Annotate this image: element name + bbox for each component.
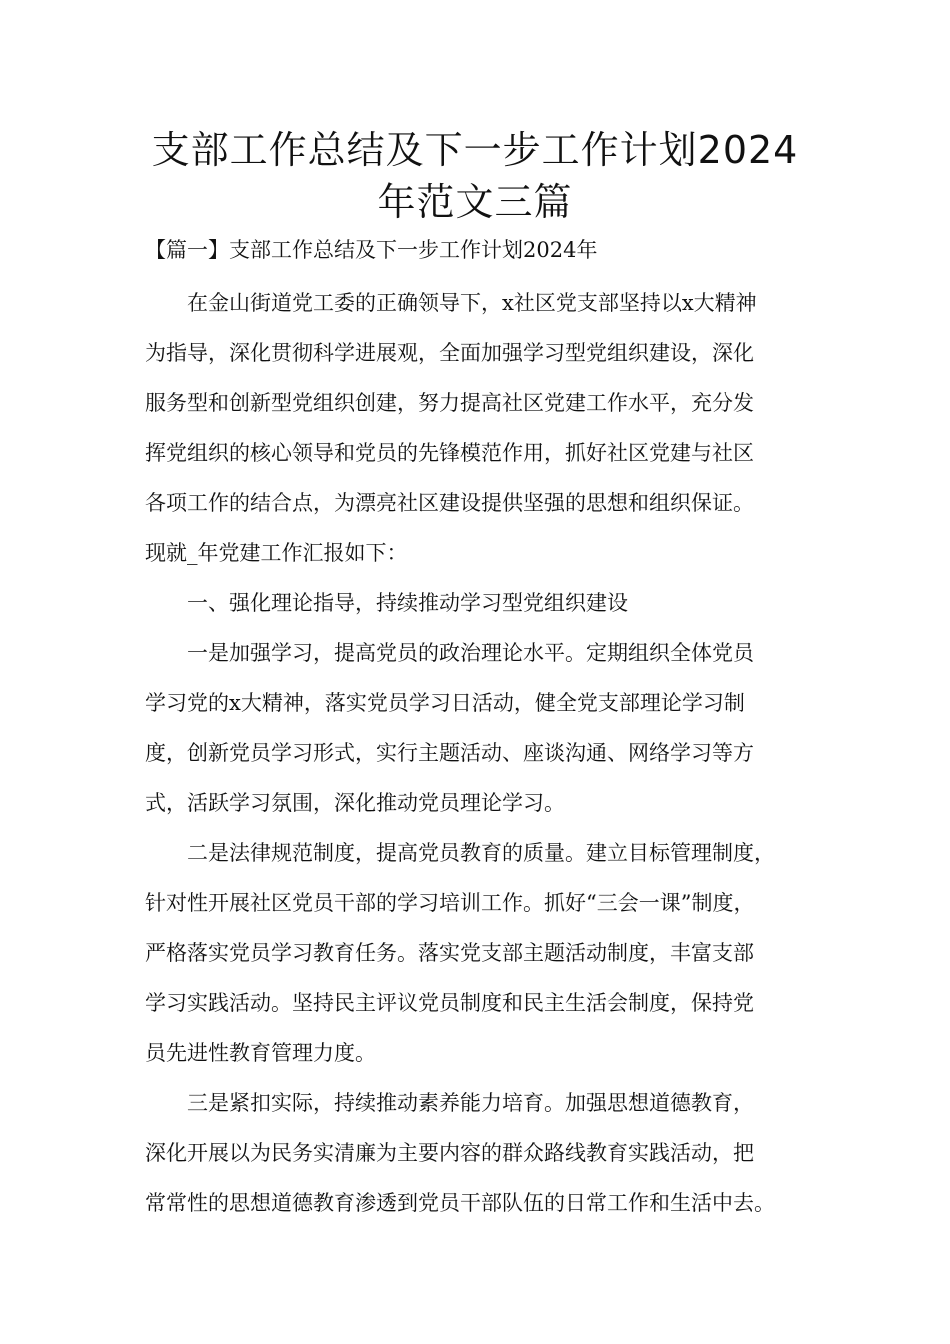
section-heading: 【篇一】支部工作总结及下一步工作计划2024年 <box>145 238 598 262</box>
paragraph-line: 学习实践活动。坚持民主评议党员制度和民主生活会制度，保持党 <box>145 991 754 1015</box>
paragraph-point-one <box>145 628 825 828</box>
paragraph-line: 员先进性教育管理力度。 <box>145 1041 376 1065</box>
title-line-1: 支部工作总结及下一步工作计划2024 <box>151 128 799 172</box>
paragraph-line: 挥党组织的核心领导和党员的先锋模范作用，抓好社区党建与社区 <box>145 441 754 465</box>
paragraph-line: 度，创新党员学习形式，实行主题活动、座谈沟通、网络学习等方 <box>145 741 754 765</box>
paragraph-line: 常常性的思想道德教育渗透到党员干部队伍的日常工作和生活中去。 <box>145 1191 775 1215</box>
paragraph-subheading <box>145 578 825 628</box>
paragraph-line: 一、强化理论指导，持续推动学习型党组织建设 <box>187 591 628 615</box>
paragraph-line: 深化开展以为民务实清廉为主要内容的群众路线教育实践活动，把 <box>145 1141 754 1165</box>
document-body <box>145 232 825 1228</box>
paragraph-line: 为指导，深化贯彻科学进展观，全面加强学习型党组织建设，深化 <box>145 341 754 365</box>
paragraph-line: 服务型和创新型党组织创建，努力提高社区党建工作水平，充分发 <box>145 391 754 415</box>
paragraph-line: 针对性开展社区党员干部的学习培训工作。抓好“三会一课”制度， <box>145 891 755 915</box>
paragraph-line: 三是紧扣实际，持续推动素养能力培育。加强思想道德教育， <box>187 1091 754 1115</box>
paragraph-intro <box>145 278 825 578</box>
title-line-2: 年范文三篇 <box>377 180 573 224</box>
paragraph-line: 在金山街道党工委的正确领导下，x社区党支部坚持以x大精神 <box>187 291 757 315</box>
paragraph-line: 一是加强学习，提高党员的政治理论水平。定期组织全体党员 <box>187 641 754 665</box>
paragraph-point-three <box>145 1078 825 1228</box>
paragraph-line: 各项工作的结合点，为漂亮社区建设提供坚强的思想和组织保证。 <box>145 491 754 515</box>
paragraph-line: 二是法律规范制度，提高党员教育的质量。建立目标管理制度， <box>187 841 775 865</box>
paragraph-line: 现就_年党建工作汇报如下： <box>145 541 408 565</box>
paragraph-line: 式，活跃学习氛围，深化推动党员理论学习。 <box>145 791 565 815</box>
document-title <box>100 124 850 228</box>
paragraph-line: 严格落实党员学习教育任务。落实党支部主题活动制度，丰富支部 <box>145 941 754 965</box>
paragraph-line: 学习党的x大精神，落实党员学习日活动，健全党支部理论学习制 <box>145 691 745 715</box>
paragraph-point-two <box>145 828 825 1078</box>
